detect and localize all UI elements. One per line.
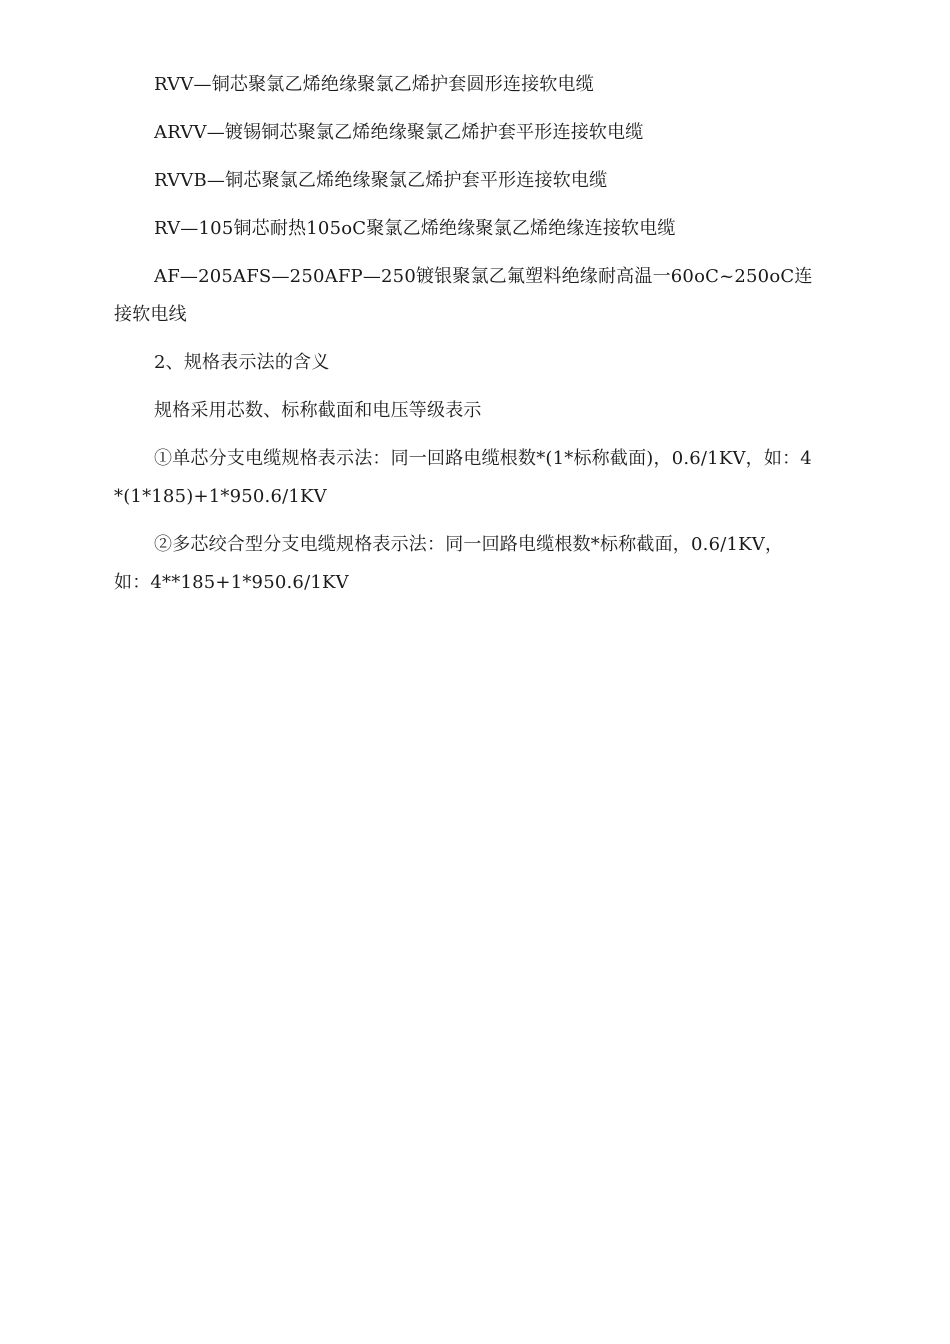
spec-multi-core: ②多芯绞合型分支电缆规格表示法：同一回路电缆根数*标称截面，0.6/1KV，如：4**185+1*950.6/1KV — [114, 534, 784, 593]
cable-type-rvv: RVV—铜芯聚氯乙烯绝缘聚氯乙烯护套圆形连接软电缆 — [154, 74, 594, 95]
spec-intro: 规格采用芯数、标称截面和电压等级表示 — [154, 400, 482, 421]
section-heading: 2、规格表示法的含义 — [154, 352, 330, 373]
cable-type-arvv: ARVV—镀锡铜芯聚氯乙烯绝缘聚氯乙烯护套平形连接软电缆 — [154, 122, 644, 143]
document-body — [114, 66, 814, 612]
cable-type-rv105: RV—105铜芯耐热105oC聚氯乙烯绝缘聚氯乙烯绝缘连接软电缆 — [154, 218, 676, 239]
cable-type-rvvb: RVVB—铜芯聚氯乙烯绝缘聚氯乙烯护套平形连接软电缆 — [154, 170, 608, 191]
spec-single-core: ①单芯分支电缆规格表示法：同一回路电缆根数*(1*标称截面)，0.6/1KV，如：4*(1*185)+1*950.6/1KV — [114, 448, 812, 507]
cable-type-af: AF—205AFS—250AFP—250镀银聚氯乙氟塑料绝缘耐高温一60oC~250oC连接软电线 — [114, 266, 813, 325]
